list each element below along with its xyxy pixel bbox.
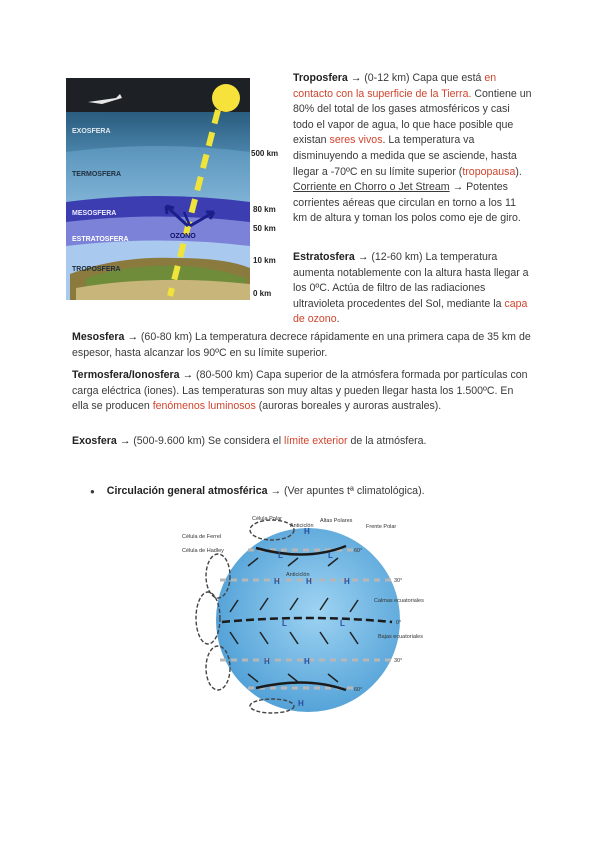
sun-icon: [212, 84, 240, 112]
section-title: Circulación general atmosférica: [106, 485, 268, 497]
km-label: 80 km: [253, 205, 276, 214]
diagram-label: Célula de Ferrel: [182, 534, 222, 540]
diagram-label: Anticiclón: [290, 523, 314, 529]
text: (80-500 km) Capa superior de la atmósfera formada por partículas con carga eléctrica (iones). Las temperaturas son muy altas y pueden llegar hasta los 1.500ºC. En ella se producen: [72, 369, 528, 413]
highlight-text: tropopausa: [462, 165, 516, 178]
pressure-mark: H: [304, 527, 310, 536]
arrow-icon: →: [270, 485, 282, 497]
pressure-mark: L: [282, 619, 287, 628]
layer-label: MESOSFERA: [72, 210, 117, 217]
km-label: 10 km: [253, 256, 276, 265]
text: (0-12 km) Capa que está: [361, 72, 485, 84]
diagram-label: Bajas ecuatoriales: [378, 634, 423, 640]
section-title: Troposfera: [293, 72, 348, 84]
section-title: Exosfera: [72, 435, 117, 447]
mesosfera-paragraph: [72, 330, 532, 361]
text: (12-60 km) La temperatura aumenta notablemente con la altura hasta llegar a los 0ºC. Actúa de filtro de las radiaciones ultravioleta procedentes del Sol, mediante la: [293, 251, 529, 310]
highlight-text: en contacto con la superficie de la Tierra.: [293, 72, 497, 100]
diagram-label: Célula de Hadley: [182, 548, 224, 554]
layer-label: ESTRATOSFERA: [72, 236, 129, 243]
highlight-text: capa de ozono: [293, 297, 528, 326]
arrow-icon: →: [119, 435, 131, 447]
pressure-mark: H: [344, 577, 350, 586]
highlight-text: límite exterior: [284, 435, 348, 447]
arrow-icon: →: [357, 251, 369, 263]
latitude-label: 60°: [354, 687, 363, 693]
troposfera-paragraph: [293, 71, 533, 227]
circulation-bullet: [90, 484, 530, 500]
text: Contiene un 80% del total de los gases atmosféricos y casi todo el vapor de agua, lo que hace posible que existan: [293, 87, 532, 147]
arrow-icon: →: [127, 331, 138, 343]
arrow-icon: →: [452, 181, 464, 194]
text: (auroras boreales y auroras australes).: [255, 400, 442, 413]
diagram-label: Anticiclón: [286, 572, 310, 578]
layer-label: EXOSFERA: [72, 128, 111, 135]
pressure-mark: H: [304, 657, 310, 666]
section-title: Estratosfera: [293, 251, 355, 263]
diagram-label: Frente Polar: [366, 524, 397, 530]
pressure-mark: H: [274, 577, 280, 586]
pressure-mark: H: [298, 699, 304, 708]
pressure-mark: L: [328, 551, 333, 560]
layer-label: TROPOSFERA: [72, 266, 121, 273]
estratosfera-paragraph: [293, 250, 533, 328]
text: .: [336, 313, 340, 326]
arrow-icon: →: [182, 369, 194, 381]
section-title: Mesosfera: [72, 331, 125, 343]
termosfera-paragraph: [72, 368, 532, 415]
diagram-label: Calmas ecuatoriales: [374, 598, 424, 604]
text: (Ver apuntes tª climatológica).: [281, 485, 425, 497]
latitude-label: 60°: [354, 548, 363, 554]
km-label: 0 km: [253, 289, 272, 298]
text: (60-80 km) La temperatura decrece rápidamente en una primera capa de 35 km de espesor, hasta alcanzar los 90ºC en su límite superior.: [72, 331, 531, 359]
latitude-label: 30°: [394, 658, 403, 664]
section-title: Termosfera/Ionosfera: [72, 369, 180, 381]
latitude-label: 0°: [396, 620, 402, 626]
text: (500-9.600 km) Se considera el: [130, 435, 284, 447]
bullet-icon: ●: [90, 487, 95, 496]
jet-stream-label: Corriente en Chorro o Jet Stream: [293, 181, 450, 194]
highlight-text: seres vivos: [329, 134, 383, 147]
pressure-mark: L: [340, 619, 345, 628]
latitude-label: 30°: [394, 578, 403, 584]
exosfera-paragraph: [72, 434, 532, 450]
text: Potentes corrientes aéreas que circulan en torno a los 11 km de altura y toman los polos como eje de giro.: [293, 181, 521, 225]
text: de la atmósfera.: [347, 435, 427, 447]
atmosphere-layers-figure: [66, 78, 288, 318]
km-label: 500 km: [251, 149, 279, 158]
pressure-mark: L: [278, 551, 283, 560]
km-label: 50 km: [253, 224, 276, 233]
text: . La temperatura va disminuyendo a medida que se asciende, hasta llegar a -70ºC en su límite superior (: [293, 134, 517, 178]
pressure-mark: H: [306, 577, 312, 586]
layer-label: TERMOSFERA: [72, 171, 121, 178]
arrow-icon: →: [350, 72, 362, 84]
diagram-label: Célula Polar: [252, 516, 282, 522]
ozone-label: OZONO: [170, 233, 196, 240]
general-circulation-figure: [178, 510, 426, 714]
diagram-label: Altas Polares: [320, 518, 353, 524]
pressure-mark: H: [264, 657, 270, 666]
highlight-text: fenómenos luminosos: [152, 400, 256, 413]
text: ).: [515, 165, 522, 178]
